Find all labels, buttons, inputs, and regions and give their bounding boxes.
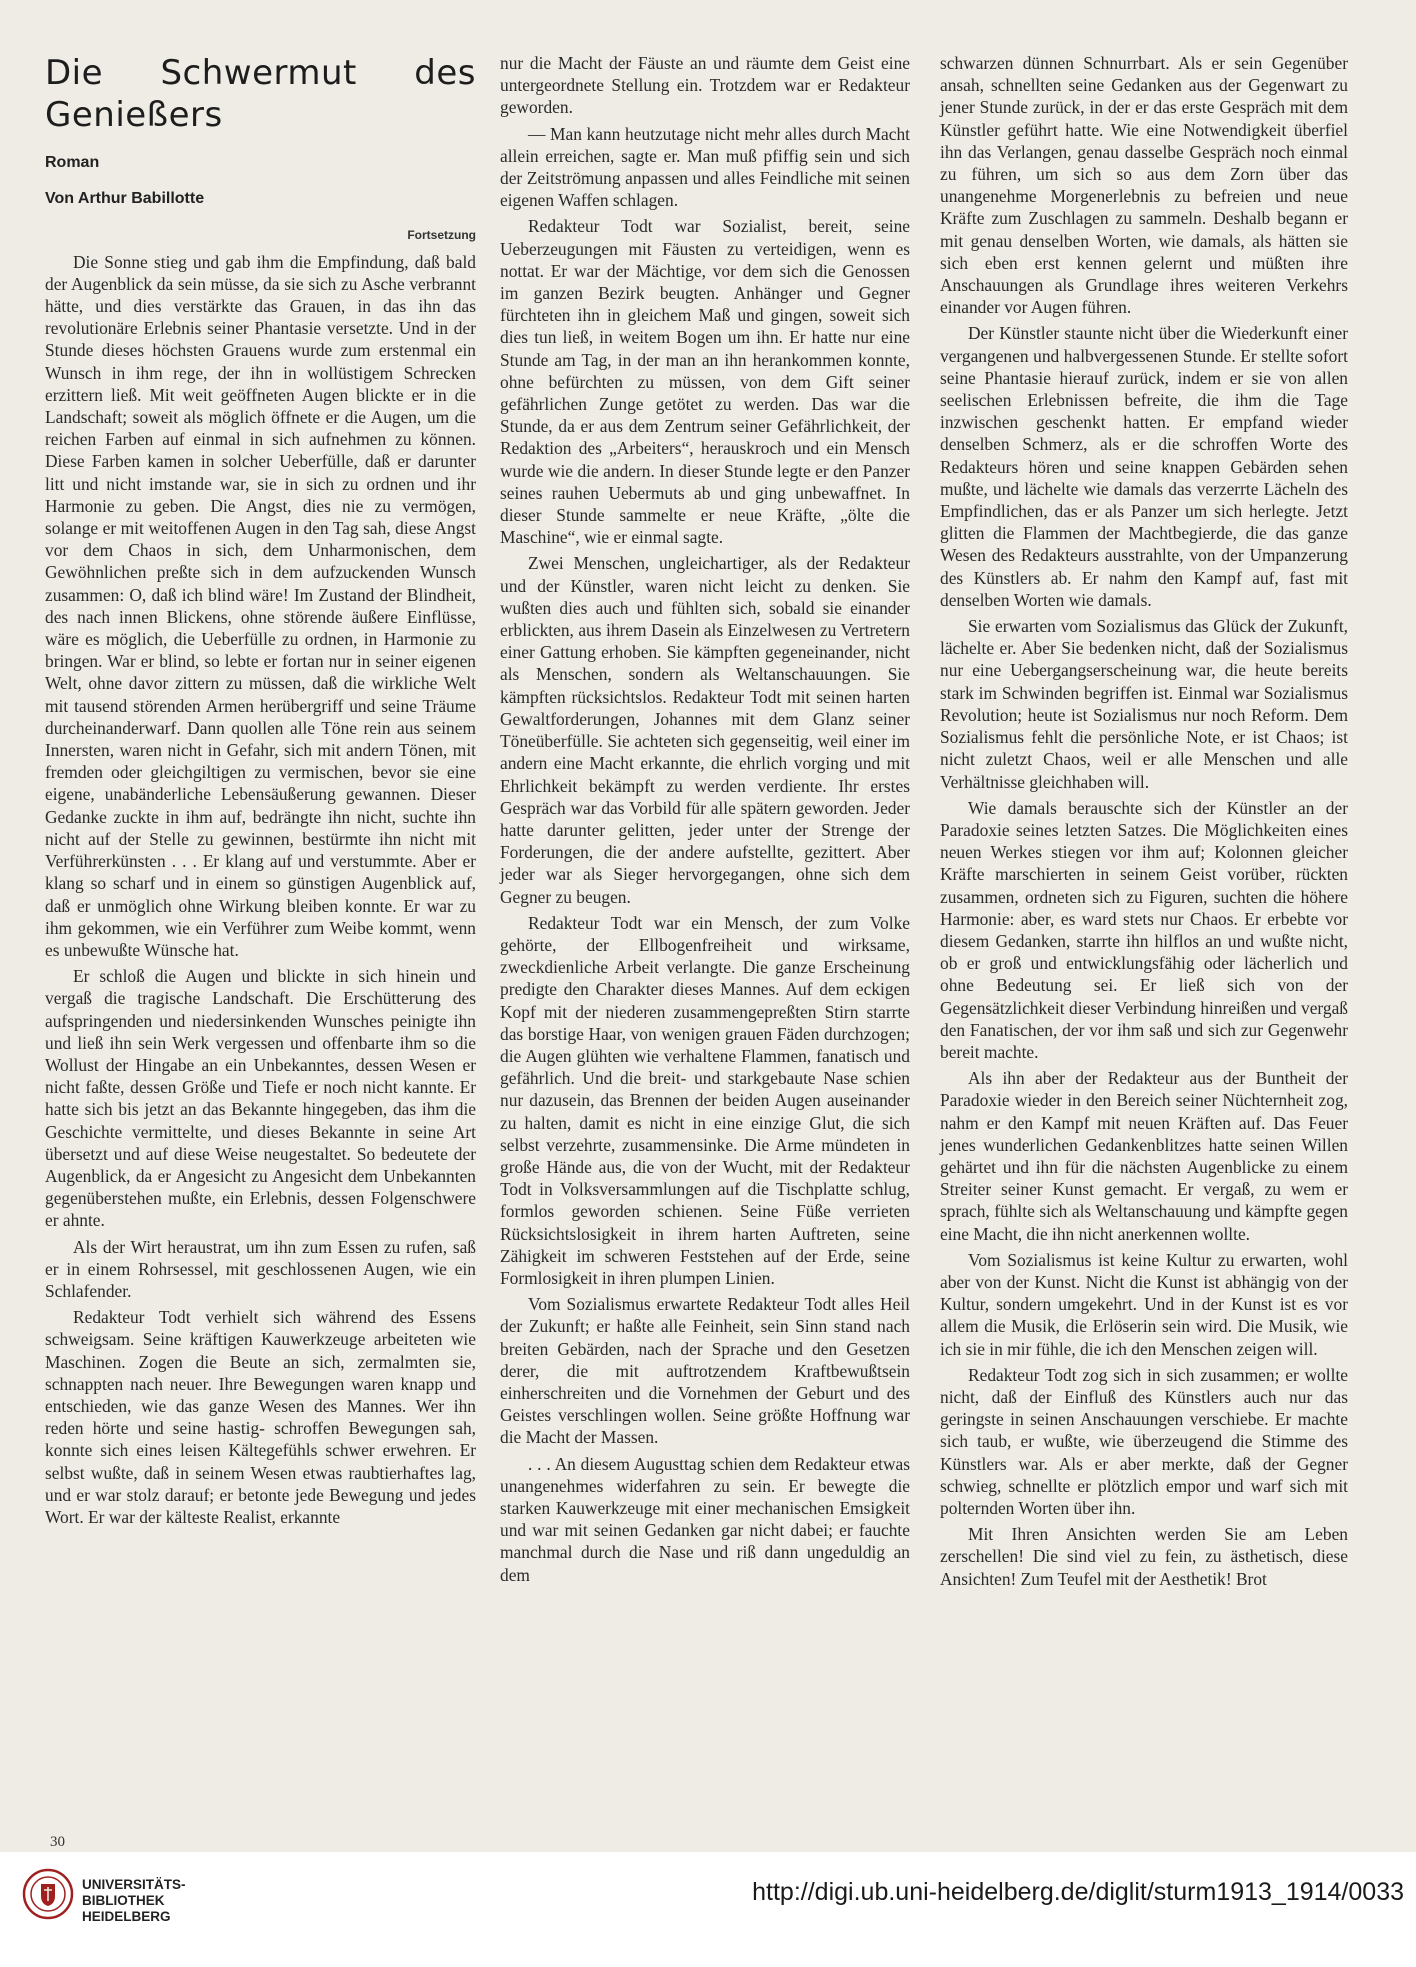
- paragraph: . . . An diesem Augusttag schien dem Redakteur etwas unangenehmes widerfahren zu sein. Er bewegte die starken Kauwerkzeuge mit einer mechanischen Emsigkeit und war mit seinen Gedanken gar nicht dabei; er fauchte manchmal durch die Nase und riß dann ungeduldig an dem: [500, 1453, 910, 1585]
- library-name-line: UNIVERSITÄTS-: [82, 1877, 186, 1892]
- paragraph: Mit Ihren Ansichten werden Sie am Leben zerschellen! Die sind viel zu fein, zu ästhetisch, diese Ansichten! Zum Teufel mit der Aesthetik! Brot: [940, 1524, 1348, 1589]
- paragraph: Redakteur Todt verhielt sich während des Essens schweigsam. Seine kräftigen Kauwerkzeuge arbeiteten wie Maschinen. Zogen die Beute an sich, zermalmten sie, schnappten nach neuer. Ihre Bewegungen waren knapp und entschieden, wie das ganze Wesen des Mannes. Wer ihn reden hörte und seine hastig- schroffen Bewegungen sah, konnte sich eines leisen Kältegefühls schwer erwehren. Er selbst wußte, daß in seinem Wesen etwas raubtierhaftes lag, und er war stolz darauf; er betonte jede Bewegung und jedes Wort. Er war der kälteste Realist, erkannte: [45, 1307, 476, 1527]
- paragraph: Wie damals berauschte sich der Künstler an der Paradoxie seines letzten Satzes. Die Möglichkeiten eines neuen Werkes stiegen vor ihm auf; Kolonnen gleicher Kräfte marschierten in seinem Geist vorüber, rückten zusammen, ordneten sich zu Figuren, suchten die höhere Harmonie: aber, es ward stets nur Chaos. Er erbebte vor diesem Gedanken, starrte ihn hilflos an und wußte nicht, ob er groß und entwicklungsfähig oder lächerlich und ohne Bedeutung sei. Er ließ sich von der Gegensätzlichkeit dieser Verbindung hinreißen und vergaß den Fanatischen, der vor ihm saß und sich zur Gegenwehr bereit machte.: [940, 797, 1348, 1062]
- article-title: Die Schwermut des Genießers: [45, 53, 476, 135]
- text-column-1: [45, 52, 476, 1532]
- paragraph: Vom Sozialismus erwartete Redakteur Todt alles Heil der Zukunft; er haßte alle Feinheit, sein Sinn stand nach breiten Gebärden, nach der Sprache und den Gesetzen derer, die mit auftrotzendem Kraftbewußtsein einherschreiten und die Vornehmen der Geburt und des Geistes verschlingen wollen. Seine größte Hoffnung war die Macht der Massen.: [500, 1294, 910, 1448]
- paragraph: Die Sonne stieg und gab ihm die Empfindung, daß bald der Augenblick da sein müsse, da sie sich zu Asche verbrannt hätte, und dies verstärkte das Grauen, in das ihn das revolutionäre Erlebnis seiner Phantasie versetzte. Und in der Stunde dieses höchsten Grauens wurde zum erstenmal ein Wunsch in ihm rege, der ihn in wollüstigem Schrecken erzittern ließ. Mit weit geöffneten Augen blickte er in die Landschaft; soweit als möglich öffnete er die Augen, um die reichen Farben auf einmal in sich aufnehmen zu können. Diese Farben kamen in solcher Ueberfülle, daß er darunter litt und nicht imstande war, sie in sich zu ordnen und ihr Harmonie zu geben. Die Angst, dies nie zu vermögen, solange er mit weitoffenen Augen in den Tag sah, diese Angst vor dem Chaos in sich, dem Unharmonischen, dem Gewöhnlichen preßte sich in dem aufzuckenden Wunsch zusammen: O, daß ich blind wäre! Im Zustand der Blindheit, des nach innen Blickens, ohne störende äußere Einflüsse, wäre es möglich, die Ueberfülle zu ordnen, in Harmonie zu bringen. War er blind, so lebte er fortan nur in seiner eigenen Welt, ohne davor zittern zu müssen, daß die wirkliche Welt mit tausend störenden Armen herübergriff und seine Träume durcheinanderwarf. Dann quollen alle Töne rein aus seinem Innersten, waren nicht in Gefahr, sich mit andern Tönen, mit fremden oder gleichgiltigen zu vermischen, bevor sie eine eigene, unabänderliche Lebensäußerung gewannen. Dieser Gedanke zuckte in ihm auf, bedrängte ihn nicht, suchte ihn nicht auf der Stelle zu gewinnen, bestürmte ihn nicht mit Verführerkünsten . . . Er klang auf und verstummte. Aber er klang so scharf und in einem so günstigen Augenblick auf, daß er unmöglich ohne Wirkung bleiben konnte. Er war zu ihm gekommen, wie ein Verführer zum Weibe kommt, wenn es unbewußte Wünsche hat.: [45, 251, 476, 960]
- permalink-url[interactable]: http://digi.ub.uni-heidelberg.de/diglit/sturm1913_1914/0033: [752, 1878, 1404, 1906]
- paragraph: Als der Wirt heraustrat, um ihn zum Essen zu rufen, saß er in einem Rohrsessel, mit geschlossenen Augen, wie ein Schlafender.: [45, 1236, 476, 1301]
- paragraph: schwarzen dünnen Schnurrbart. Als er sein Gegenüber ansah, schnellten seine Gedanken aus der Gegenwart zu jener Stunde zurück, in der er das erste Gespräch mit dem Künstler geführt hatte. Wie eine Notwendigkeit überfiel ihn das Verlangen, genau dasselbe Gespräch noch einmal zu führen, um sich so aus dem Zorn über das unangenehme Morgenerlebnis zu befreien und neue Kräfte zum Zuschlagen zu sammeln. Deshalb begann er mit genau denselben Worten, wie damals, als hätten sie sich eben erst kennen gelernt und müßten ihre Anschauungen als Grundlage ihres weiteren Verkehrs einander vor Augen führen.: [940, 53, 1348, 318]
- paragraph: nur die Macht der Fäuste an und räumte dem Geist eine untergeordnete Stellung ein. Trotzdem war er Redakteur geworden.: [500, 53, 910, 118]
- paragraph: Redakteur Todt war ein Mensch, der zum Volke gehörte, der Ellbogenfreiheit und wirksame, zweckdienliche Arbeit verlangte. Die ganze Erscheinung predigte den Charakter dieses Mannes. Auf dem eckigen Kopf mit der niederen zusammengepreßten Stirn starrte das borstige Haar, von wenigen grauen Fäden durchzogen; die Augen glühten wie verhaltene Flammen, fanatisch und gefährlich. Und die breit- und starkgebaute Nase schien nur dazusein, das Brennen der beiden Augen auseinander zu halten, damit es nicht in eine einzige Glut, die sich selbst verzehrte, zusammensinke. Die Arme mündeten in große Hände aus, die von der Wucht, mit der Redakteur Todt in Volksversammlungen auf die Tischplatte schlug, formlos geworden schienen. Seine Füße verrieten Rücksichtslosigkeit in ihrem harten Auftreten, seine Zähigkeit im schweren Feststehen auf der Erde, seine Formlosigkeit in ihren plumpen Linien.: [500, 912, 910, 1288]
- paragraph: Er schloß die Augen und blickte in sich hinein und vergaß die tragische Landschaft. Die Erschütterung des aufspringenden und niedersinkenden Wunsches peinigte ihn und ließ ihn sein Werk vergessen und offenbarte ihm so die Wollust der Hingabe an ein Unbekanntes, dessen Wesen er nicht faßte, dessen Größe und Tiefe er noch nicht kannte. Er hatte sich bis jetzt an das Bekannte hingegeben, das ihm die Geschichte vermittelte, und dieses Bekannte in seine Art übersetzt und auf diese Weise neugestaltet. So bedeutete der Augenblick, da er Angesicht zu Angesicht dem Unbekannten gegenüberstehen mußte, ein Erlebnis, dessen Folgenschwere er ahnte.: [45, 966, 476, 1231]
- page-number: 30: [50, 1834, 65, 1850]
- university-seal-icon: [22, 1868, 74, 1920]
- article-author: Von Arthur Babillotte: [45, 190, 205, 208]
- library-name-line: HEIDELBERG: [82, 1909, 171, 1924]
- paragraph: Der Künstler staunte nicht über die Wiederkunft einer vergangenen und halbvergessenen Stunde. Er stellte sofort seine Phantasie hierauf zurück, indem er sie von allen seelischen Erlebnissen befreite, die ihm die Tage inzwischen geschenkt hatten. Er empfand wieder denselben Schmerz, als er die schroffen Worte des Redakteurs hören und seine knappen Gebärden sehen mußte, und lächelte wie damals das verzerrte Lächeln des Empfindlichen, das er als Panzer um sich herlegte. Jetzt glitten die Flammen der Machtbegierde, die das ganze Wesen des Redakteurs ausstrahlte, von der Umpanzerung des Künstlers ab. Er nahm den Kampf auf, fast mit denselben Worten wie damals.: [940, 323, 1348, 610]
- viewer-footer: [0, 1852, 1416, 1967]
- library-name-line: BIBLIOTHEK: [82, 1893, 165, 1908]
- library-name: [82, 1877, 186, 1925]
- paragraph: Sie erwarten vom Sozialismus das Glück der Zukunft, lächelte er. Aber Sie bedenken nicht, daß der Sozialismus nur eine Uebergangserscheinung war, die heute bereits stark im Schwinden begriffen ist. Einmal war Sozialismus Revolution; heute ist Sozialismus nur noch Reform. Dem Sozialismus fehlt die persönliche Note, er ist Chaos; ist nicht zuletzt Chaos, weil er alle Menschen und alle Verhältnisse gleichhaben will.: [940, 616, 1348, 792]
- paragraph: Redakteur Todt war Sozialist, bereit, seine Ueberzeugungen mit Fäusten zu verteidigen, wenn es nottat. Er war der Mächtige, vor dem sich die Genossen im ganzen Bezirk beugten. Anhänger und Gegner fürchteten ihn in gleichem Maß und gingen, soweit sich dies tun ließ, in weitem Bogen um ihn. Er hatte nur eine Stunde am Tag, in der man an ihn herankommen konnte, ohne befürchten zu müssen, von dem Gift seiner gefährlichen Zunge getötet zu werden. Das war die Stunde, da er aus dem Zentrum seiner Gefährlichkeit, der Redaktion des „Arbeiters“, herauskroch und ein Mensch wurde wie die andern. In dieser Stunde legte er den Panzer seines rauhen Uebermuts ab und ging unbewaffnet. In dieser Stunde sammelte er neue Kräfte, „ölte die Maschine“, wie er einmal sagte.: [500, 216, 910, 548]
- paragraph: Zwei Menschen, ungleichartiger, als der Redakteur und der Künstler, waren nicht leicht zu denken. Sie wußten dies auch und fühlten sich, sobald sie einander erblickten, aus ihrem Dasein als Einzelwesen zu Vertretern einer Gattung erhoben. Sie kämpften gegeneinander, nicht als Menschen, sondern als Weltanschauungen. Sie kämpften rücksichtslos. Redakteur Todt mit seinen harten Gewaltforderungen, Johannes mit dem Glanz seiner Töneüberfülle. Sie achteten sich gegenseitig, weil einer im andern eine Macht erkannte, die ehrlich vorging und mit Ehrlichkeit bekämpft zu werden verdiente. Ihr erstes Gespräch war das Vorbild für alle spätern geworden. Jeder hatte darunter gelitten, jeder unter der Strenge der Forderungen, die der andere aufstellte, gezittert. Aber jeder war als Sieger hervorgegangen, ohne sich dem Gegner zu beugen.: [500, 553, 910, 907]
- continuation-label: Fortsetzung: [407, 228, 476, 243]
- text-column-2: [500, 52, 910, 1590]
- paragraph: — Man kann heutzutage nicht mehr alles durch Macht allein erreichen, sagte er. Man muß pfiffig sein und sich der Zeitströmung anpassen und alles Feindliche mit seinen eigenen Waffen schlagen.: [500, 123, 910, 211]
- text-column-3: [940, 52, 1348, 1594]
- paragraph: Redakteur Todt zog sich in sich zusammen; er wollte nicht, daß der Einfluß des Künstlers auch nur das geringste in seinen Anschauungen verschiebe. Er machte sich taub, er wußte, wie überzeugend die Stimme des Künstlers war. Als er aber merkte, daß der Gegner schwieg, schnellte er plötzlich empor und warf sich mit polternden Worten über ihn.: [940, 1364, 1348, 1518]
- paragraph: Als ihn aber der Redakteur aus der Buntheit der Paradoxie wieder in den Bereich seiner Nüchternheit zog, nahm er den Kampf mit neuen Kräften auf. Das Feuer jenes wunderlichen Gedankenblitzes hatte seinen Willen gehärtet und ihn für die nächsten Augenblicke zu einem Streiter seiner Kunst gemacht. Er vergaß, zu wem er sprach, fühlte sich als Weltanschauung und kämpfte gegen eine Macht, die ihn nicht anerkennen wollte.: [940, 1068, 1348, 1244]
- article-genre: Roman: [45, 154, 100, 171]
- paragraph: Vom Sozialismus ist keine Kultur zu erwarten, wohl aber von der Kunst. Nicht die Kunst ist abhängig von der Kultur, sondern umgekehrt. Und in der Kunst ist es vor allem die Musik, die Erlöserin sein wird. Die Musik, wie ich sie in mir fühle, die ich den Menschen zeigen will.: [940, 1249, 1348, 1359]
